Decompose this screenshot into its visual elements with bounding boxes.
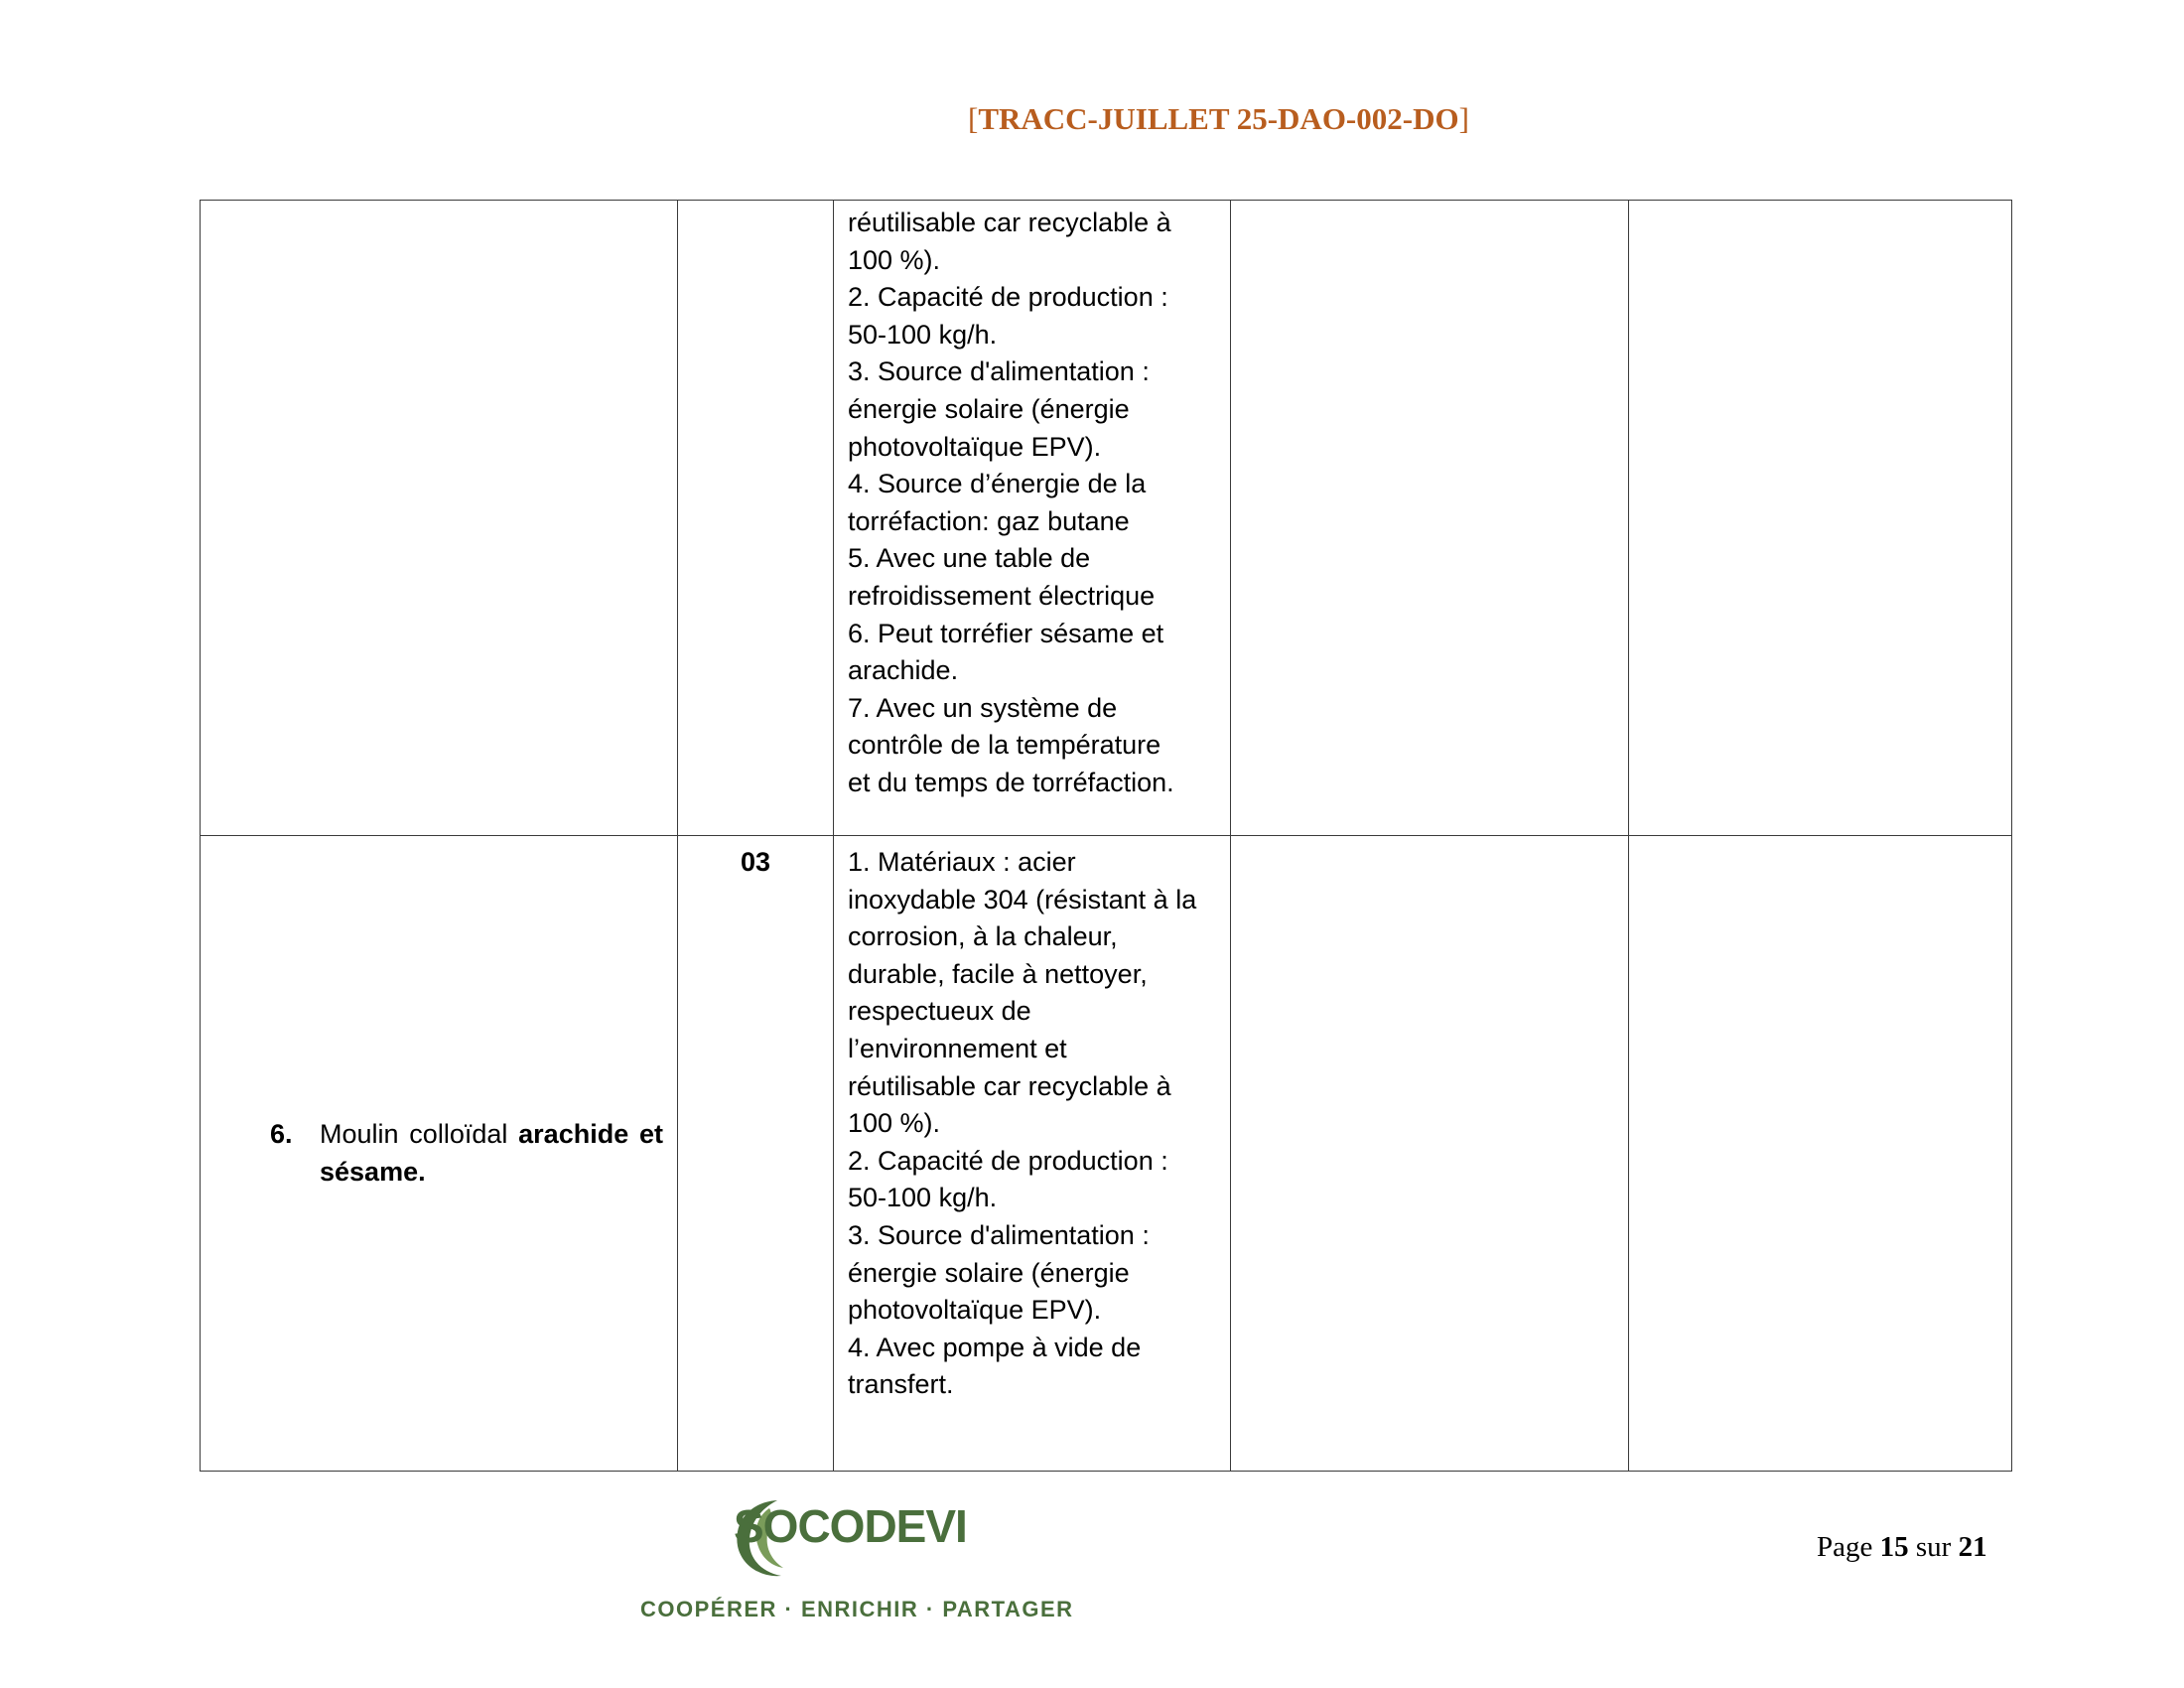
document-reference: TRACC-JUILLET 25-DAO-002-DO xyxy=(978,101,1459,136)
quantity-cell xyxy=(678,836,834,1472)
document-reference-header xyxy=(968,101,1469,137)
empty-cell xyxy=(1231,836,1629,1472)
description-cell xyxy=(834,201,1231,836)
item-cell xyxy=(201,836,678,1472)
open-bracket: [ xyxy=(968,101,979,136)
description-text: réutilisable car recyclable à 100 %). 2. Capacité de production : 50-100 kg/h. 3. Source d'alimentation : énergie solaire (énergie photovoltaïque EPV). 4. Source d’énergie de la torréfaction: gaz butane 5. Avec une table de refroidissement électrique 6. Peut torréfier sésame et arachide. 7. Avec un système de contrôle de la température et du temps de torréfaction. xyxy=(848,208,1174,797)
description-cell xyxy=(834,836,1231,1472)
page-number: Page 15 sur 21 xyxy=(1817,1531,1987,1563)
item-label xyxy=(201,1116,677,1191)
quantity-cell xyxy=(678,201,834,836)
empty-cell xyxy=(1231,201,1629,836)
empty-cell xyxy=(1629,836,2012,1472)
item-name: Moulin colloïdal arachide et sésame. xyxy=(320,1118,663,1187)
quantity-value: 03 xyxy=(740,847,771,877)
empty-cell xyxy=(1629,201,2012,836)
logo-tagline: COOPÉRER · ENRICHIR · PARTAGER xyxy=(640,1597,1074,1621)
table-row xyxy=(201,201,2012,836)
description-text: 1. Matériaux : acier inoxydable 304 (résistant à la corrosion, à la chaleur, durable, facile à nettoyer, respectueux de l’environnement et réutilisable car recyclable à 100 %). 2. Capacité de production : 50-100 kg/h. 3. Source d'alimentation : énergie solaire (énergie photovoltaïque EPV). 4. Avec pompe à vide de transfert. xyxy=(848,847,1197,1400)
item-number: 6. xyxy=(270,1118,293,1149)
close-bracket: ] xyxy=(1458,101,1469,136)
item-cell xyxy=(201,201,678,836)
socodevi-logo xyxy=(640,1494,1074,1628)
logo-wordmark: SOCODEVI xyxy=(734,1500,967,1552)
table-row xyxy=(201,836,2012,1472)
equipment-spec-table xyxy=(200,200,2012,1472)
